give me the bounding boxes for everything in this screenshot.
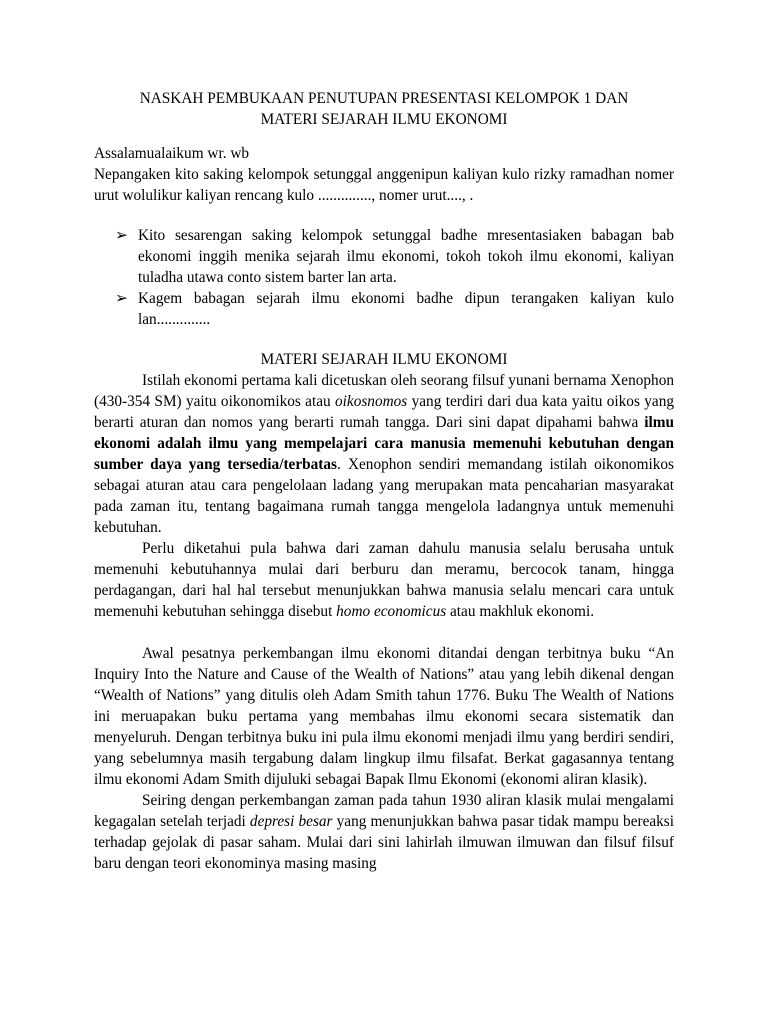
bullet-text: Kagem babagan sejarah ilmu ekonomi badhe dipun terangaken kaliyan kulo lan.............. xyxy=(138,290,674,328)
paragraph-depresi-besar xyxy=(94,790,674,874)
p1-text-e: . Xenophon sendiri memandang istilah oikonomikos sebagai aturan atau cara pengelolaan ladang yang merupakan mata pencaharian masyarakat pada zaman itu, tentang bagaimana rumah tangga mengelola ladangnya untuk memenuhi kebutuhan. xyxy=(94,456,674,536)
p2-text-c: atau makhluk ekonomi. xyxy=(446,603,595,620)
arrow-bullet-icon: ➢ xyxy=(115,290,128,307)
section-title: MATERI SEJARAH ILMU EKONOMI xyxy=(260,351,508,368)
title-line-2: MATERI SEJARAH ILMU EKONOMI xyxy=(260,111,508,128)
bullet-list xyxy=(94,225,674,330)
paragraph-xenophon xyxy=(94,370,674,538)
document-title xyxy=(94,88,674,130)
title-line-1: NASKAH PEMBUKAAN PENUTUPAN PRESENTASI KELOMPOK 1 DAN xyxy=(139,90,629,107)
p1-text-c: yang terdiri dari dua kata yaitu oikos yang berarti aturan dan nomos yang berarti rumah tangga. Dari sini dapat dipahami bahwa xyxy=(94,393,674,431)
p4-italic-term: depresi besar xyxy=(249,813,333,830)
intro-paragraph: Nepangaken kito saking kelompok setunggal anggenipun kaliyan kulo rizky ramadhan nomer urut wolulikur kaliyan rencang kulo .............., nomer urut...., . xyxy=(94,166,674,204)
bullet-item xyxy=(115,225,674,288)
p2-text-a: Perlu diketahui pula bahwa dari zaman dahulu manusia selalu berusaha untuk memenuhi kebutuhannya mulai dari berburu dan meramu, bercocok tanam, hingga perdagangan, dari hal hal tersebut menunjukkan bahwa manusia selalu mencari cara untuk memenuhi kebutuhan sehingga disebut xyxy=(94,540,674,620)
arrow-bullet-icon: ➢ xyxy=(115,227,128,244)
bullet-text: Kito sesarengan saking kelompok setunggal badhe mresentasiaken babagan bab ekonomi inggih menika sejarah ilmu ekonomi, tokoh tokoh ilmu ekonomi, kaliyan tuladha utawa conto sistem barter lan arta. xyxy=(138,227,674,286)
p2-italic-term: homo economicus xyxy=(336,603,447,620)
blank-line xyxy=(94,622,674,643)
p1-italic-term: oikosnomos xyxy=(335,393,408,410)
paragraph-adam-smith: Awal pesatnya perkembangan ilmu ekonomi ditandai dengan terbitnya buku “An Inquiry Into the Nature and Cause of the Wealth of Nations” atau yang lebih dikenal dengan “Wealth of Nations” yang ditulis oleh Adam Smith tahun 1776. Buku The Wealth of Nations ini meruapakan buku pertama yang membahas ilmu ekonomi secara sistematik dan menyeluruh. Dengan terbitnya buku ini pula ilmu ekonomi menjadi ilmu yang berdiri sendiri, yang sebelumnya masih tergabung dalam lingkup ilmu filsafat. Berkat gagasannya tentang ilmu ekonomi Adam Smith dijuluki sebagai Bapak Ilmu Ekonomi (ekonomi aliran klasik). xyxy=(94,645,674,788)
p1-text-a: Istilah ekonomi pertama kali dicetuskan oleh seorang filsuf yunani bernama Xenophon (430-354 SM) yaitu oikonomikos atau xyxy=(94,372,674,410)
greeting: Assalamualaikum wr. wb xyxy=(94,145,250,162)
p4-text-a: Seiring dengan perkembangan zaman pada tahun 1930 aliran klasik mulai mengalami kegagalan setelah terjadi xyxy=(94,792,674,830)
p1-bold-definition: ilmu ekonomi adalah ilmu yang mempelajari cara manusia memenuhi kebutuhan dengan sumber daya yang tersedia/terbatas xyxy=(94,414,674,473)
bullet-item xyxy=(115,288,674,330)
p4-text-c: yang menunjukkan bahwa pasar tidak mampu bereaksi terhadap gejolak di pasar saham. Mulai dari sini lahirlah ilmuwan ilmuwan dan filsuf filsuf baru dengan teori ekonominya masing masing xyxy=(94,813,675,872)
paragraph-homo-economicus xyxy=(94,538,674,622)
